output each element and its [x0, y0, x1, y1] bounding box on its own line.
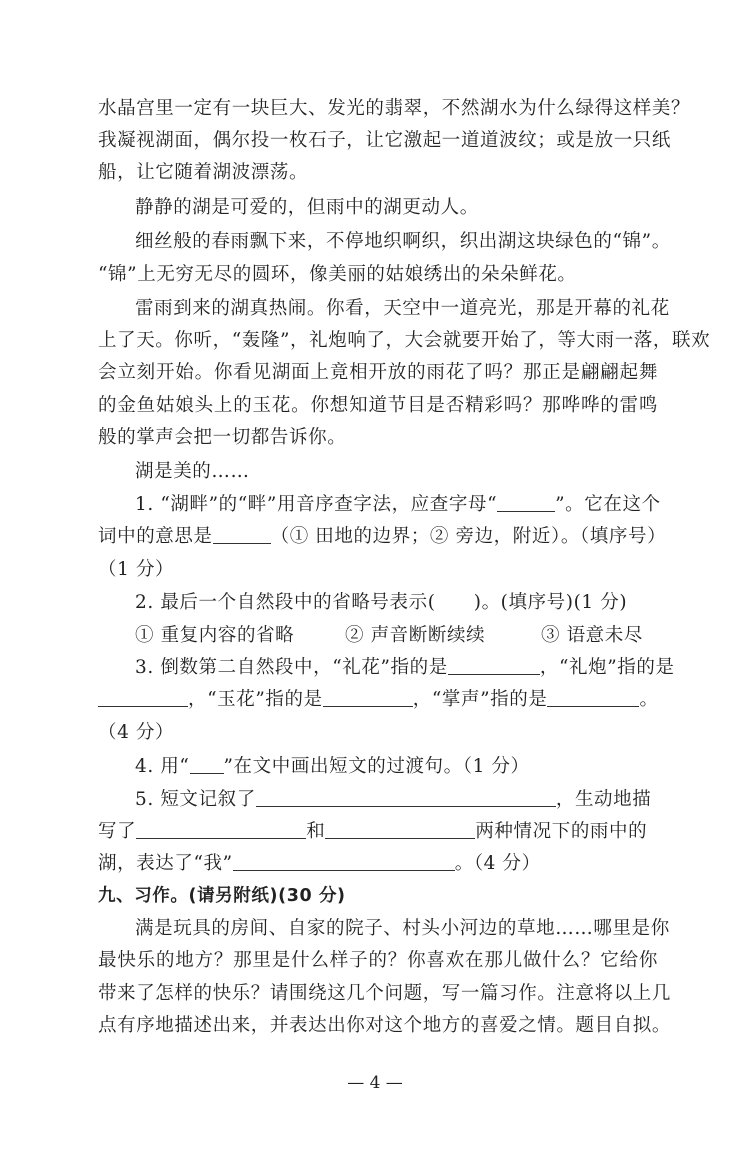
passage-line: 我凝视湖面，偶尔投一枚石子，让它激起一道道波纹；或是放一只纸	[98, 130, 672, 151]
question-text: 1. “湖畔”的“畔”用音序查字法，应查字母“	[135, 494, 498, 515]
question-score: （4 分）	[98, 722, 175, 743]
question-text: ”。它在这个	[555, 494, 661, 515]
question-text: 。（4 分）	[454, 853, 541, 874]
passage-line: 雷雨到来的湖真热闹。你看，天空中一道亮光，那是开幕的礼花	[135, 298, 670, 319]
option-1: ① 重复内容的省略	[135, 625, 295, 646]
passage-line: 的金鱼姑娘头上的玉花。你想知道节目是否精彩吗？那哗哗的雷鸣	[98, 395, 658, 416]
option-3: ③ 语意未尽	[541, 625, 643, 646]
question-1	[135, 492, 661, 518]
question-text: 4. 用“	[135, 756, 190, 777]
answer-blank-meaning[interactable]	[213, 525, 271, 544]
question-text: 5. 短文记叙了	[135, 789, 256, 810]
passage-line: 船，让它随着湖波漂荡。	[98, 162, 309, 183]
question-text: 写了	[98, 821, 137, 842]
question-text: 湖，表达了“我”	[98, 853, 233, 874]
question-3	[135, 655, 675, 681]
question-1-cont	[98, 524, 667, 550]
question-text: 两种情况下的雨中的	[475, 821, 648, 842]
question-2: 2. 最后一个自然段中的省略号表示( )。(填序号)(1 分)	[135, 592, 628, 613]
answer-blank-zhangsheng[interactable]	[547, 688, 639, 707]
option-2: ② 声音断断续续	[345, 625, 486, 646]
answer-blank-summary[interactable]	[256, 788, 556, 807]
question-5	[135, 787, 658, 813]
passage-line: 水晶宫里一定有一块巨大、发光的翡翠，不然湖水为什么绿得这样美？	[98, 98, 691, 119]
answer-blank-situation-1[interactable]	[136, 820, 306, 839]
passage-line: 会立刻开始。你看见湖面上竟相开放的雨花了吗？那正是翩翩起舞	[98, 362, 658, 383]
question-text: ，“掌声”指的是	[412, 689, 548, 710]
question-score: （1 分）	[98, 559, 175, 580]
answer-blank-letter[interactable]	[497, 493, 555, 512]
section-heading: 九、习作。(请另附纸)(30 分)	[98, 886, 346, 906]
answer-blank-situation-2[interactable]	[325, 820, 475, 839]
question-5-cont	[98, 819, 658, 845]
prompt-line: 满是玩具的房间、自家的院子、村头小河边的草地……哪里是你	[135, 918, 670, 939]
prompt-line: 带来了怎样的快乐？请围绕这几个问题，写一篇习作。注意将以上几	[98, 983, 672, 1004]
answer-blank-lipao[interactable]	[98, 688, 188, 707]
question-text: 。	[639, 689, 659, 710]
passage-line: 静静的湖是可爱的，但雨中的湖更动人。	[135, 197, 479, 218]
prompt-line: 最快乐的地方？那里是什么样子的？你喜欢在那儿做什么？它给你	[98, 950, 658, 971]
question-text: ，“玉花”指的是	[188, 689, 323, 710]
question-5-cont	[98, 851, 658, 877]
prompt-line: 点有序地描述出来，并表达出你对这个地方的喜爱之情。题目自拟。	[98, 1015, 672, 1036]
question-3-cont	[98, 687, 658, 713]
passage-line: 湖是美的……	[135, 461, 250, 482]
question-text: ，“礼炮”指的是	[539, 657, 675, 678]
answer-blank-feeling[interactable]	[233, 852, 455, 871]
question-text: 和	[306, 821, 326, 842]
answer-blank-lihua[interactable]	[448, 656, 540, 675]
question-text: 词中的意思是	[98, 526, 213, 547]
page-number: — 4 —	[347, 1073, 403, 1093]
passage-line: 上了天。你听，“轰隆”，礼炮响了，大会就要开始了，等大雨一落，联欢	[98, 330, 711, 351]
answer-blank-yuhua[interactable]	[323, 688, 413, 707]
passage-line: “锦”上无穷无尽的圆环，像美丽的姑娘绣出的朵朵鲜花。	[98, 264, 577, 285]
question-text: ”在文中画出短文的过渡句。（1 分）	[223, 756, 530, 777]
question-4	[135, 754, 658, 780]
question-text: 3. 倒数第二自然段中，“礼花”指的是	[135, 657, 448, 678]
passage-line: 般的掌声会把一切都告诉你。	[98, 427, 347, 448]
underline-sample	[190, 755, 224, 774]
passage-line: 细丝般的春雨飘下来，不停地织啊织，织出湖这块绿色的“锦”。	[135, 231, 671, 252]
question-text: ，生动地描	[555, 789, 652, 810]
question-2-options	[135, 623, 658, 649]
question-text: （① 田地的边界；② 旁边，附近）。（填序号）	[270, 526, 667, 547]
